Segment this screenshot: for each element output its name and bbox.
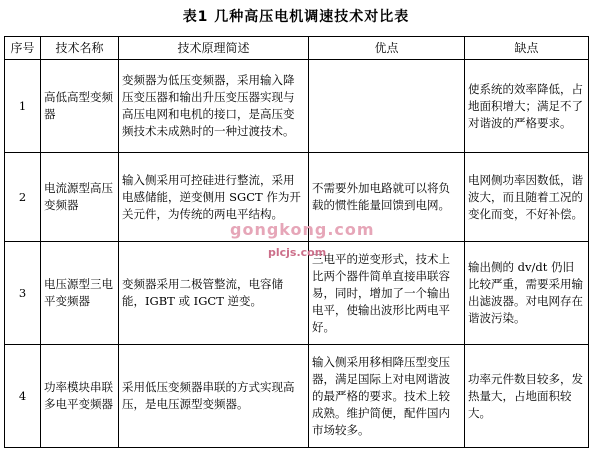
header-row: [5, 37, 589, 60]
row-principle: 输入侧采用可控硅进行整流，采用电感储能，逆变侧用 SGCT 作为开关元件，为传统的两电平结构。: [119, 153, 309, 242]
table-row: [5, 60, 589, 153]
row-cons: 使系统的效率降低，占地面积增大；满足不了对谐波的严格要求。: [465, 60, 589, 153]
comparison-table: [4, 36, 589, 448]
header-pros: 优点: [309, 37, 465, 60]
row-pros: 三电平的逆变形式，技术上比两个器件简单直接串联容易，同时，增加了一个输出电平，使输出波形比两电平好。: [309, 242, 465, 345]
watermark-gongkong: gongkong.com: [230, 220, 375, 239]
row-pros: 输入侧采用移相降压型变压器，满足国际上对电网谐波的最严格的要求。技术上较成熟。维护简便，配件国内市场较多。: [309, 345, 465, 448]
row-name: 电压源型三电平变频器: [41, 242, 119, 345]
row-cons: 输出侧的 dv/dt 仍旧比较严重，需要采用输出滤波器。对电网存在谐波污染。: [465, 242, 589, 345]
header-principle: 技术原理简述: [119, 37, 309, 60]
row-cons: 电网侧功率因数低，谐波大，而且随着工况的变化而变，不好补偿。: [465, 153, 589, 242]
header-num: 序号: [5, 37, 41, 60]
row-name: 电流源型高压变频器: [41, 153, 119, 242]
row-principle: 采用低压变频器串联的方式实现高压，是电压源型变频器。: [119, 345, 309, 448]
watermark-plcjs: plcjs.com: [268, 246, 327, 259]
row-pros: 不需要外加电路就可以将负载的惯性能量回馈到电网。: [309, 153, 465, 242]
row-num: 3: [5, 242, 41, 345]
row-name: 功率模块串联多电平变频器: [41, 345, 119, 448]
row-pros: [309, 60, 465, 153]
row-principle: 变频器为低压变频器，采用输入降压变压器和输出升压变压器实现与高压电网和电机的接口，是高压变频技术未成熟时的一种过渡技术。: [119, 60, 309, 153]
row-cons: 功率元件数目较多，发热量大，占地面积较大。: [465, 345, 589, 448]
row-num: 4: [5, 345, 41, 448]
header-cons: 缺点: [465, 37, 589, 60]
table-row: [5, 345, 589, 448]
table-title: 表1 几种高压电机调速技术对比表: [182, 9, 410, 25]
row-num: 1: [5, 60, 41, 153]
row-name: 高低高型变频器: [41, 60, 119, 153]
row-num: 2: [5, 153, 41, 242]
row-principle: 变频器采用二极管整流，电容储能，IGBT 或 IGCT 逆变。: [119, 242, 309, 345]
header-name: 技术名称: [41, 37, 119, 60]
